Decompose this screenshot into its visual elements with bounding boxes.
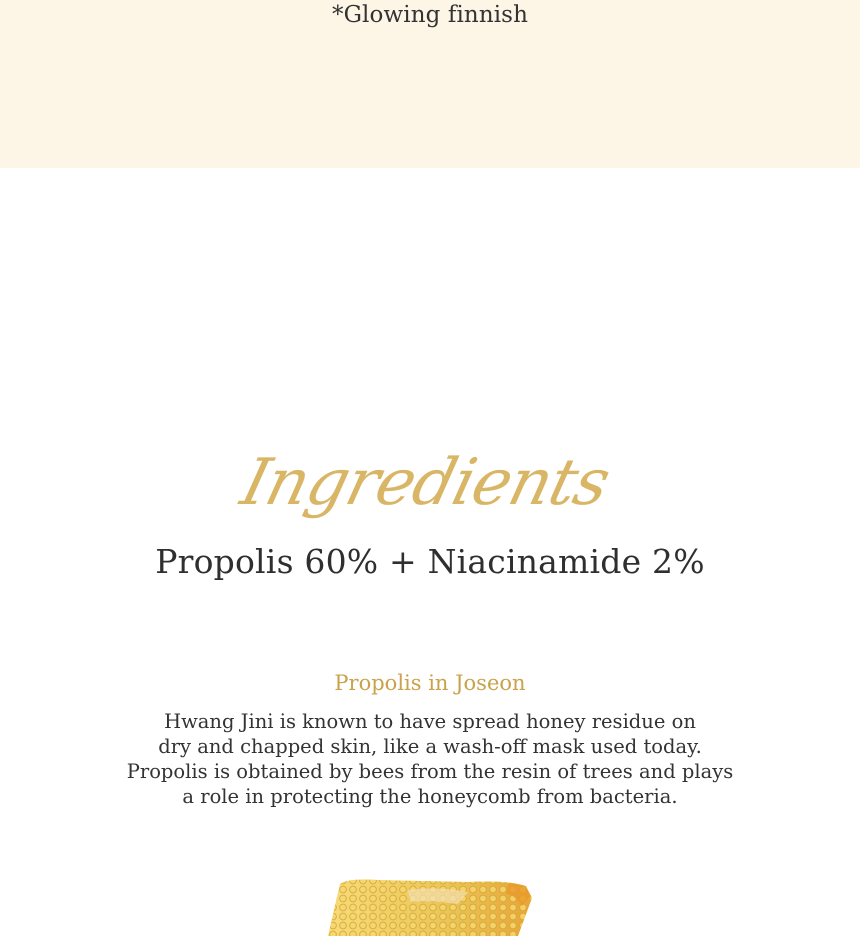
propolis-description (0, 709, 860, 809)
description-line: a role in protecting the honeycomb from bacteria. (182, 785, 678, 808)
description-line: Propolis is obtained by bees from the resin of trees and plays (126, 760, 734, 783)
top-band (0, 0, 860, 168)
description-line: Hwang Jini is known to have spread honey residue on (164, 710, 696, 733)
propolis-section-heading: Propolis in Joseon (334, 671, 526, 695)
honeycomb-illustration (318, 876, 534, 936)
glowing-finish-note: *Glowing finnish (331, 2, 529, 28)
description-line: dry and chapped skin, like a wash-off mask used today. (158, 735, 702, 758)
ingredients-script-text: Ingredients (234, 445, 617, 520)
ingredients-script-svg (234, 432, 617, 532)
ingredient-formula: Propolis 60% + Niacinamide 2% (155, 542, 705, 581)
ingredients-script-title (234, 432, 617, 532)
honeycomb-image (318, 876, 534, 914)
